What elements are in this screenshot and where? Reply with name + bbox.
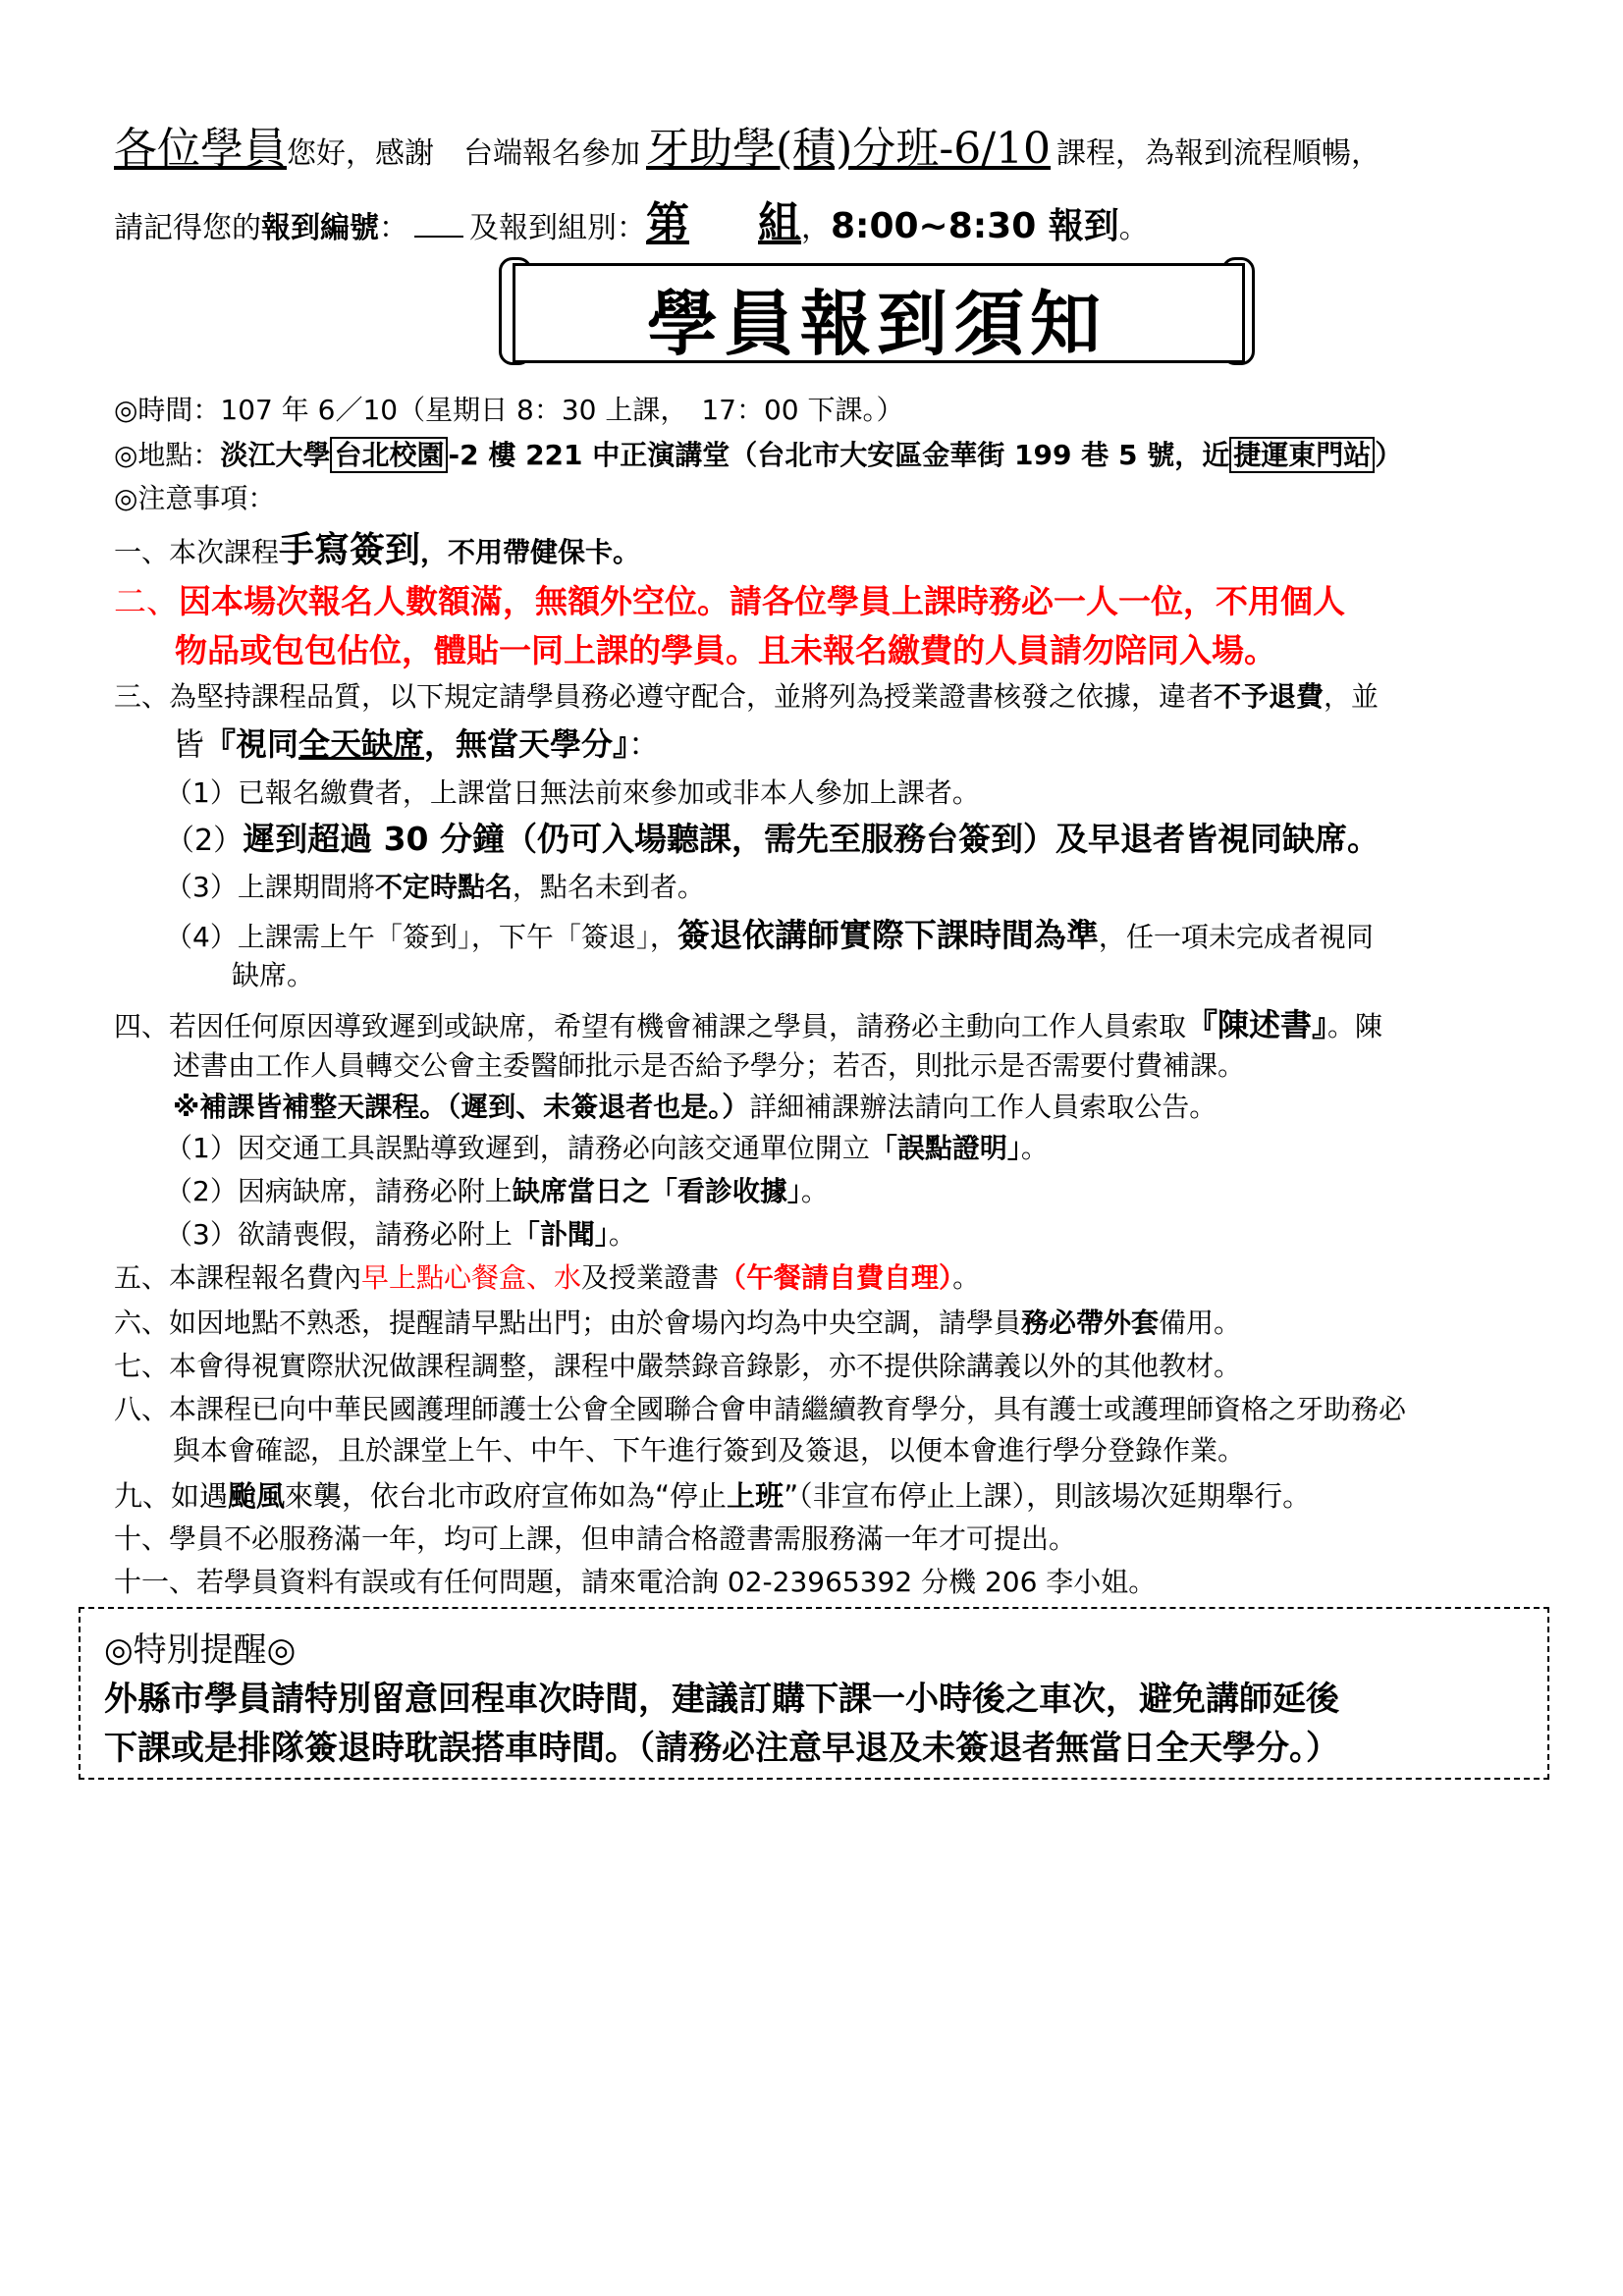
- item-3-absent-open: 『視同: [204, 725, 299, 763]
- course-name: 牙助學(積)分班-6/10: [646, 124, 1052, 174]
- item-9-end: ”（非宣布停止上課），則該場次延期舉行。: [784, 1479, 1312, 1513]
- reg-colon: ：: [379, 211, 408, 245]
- loc-label: ◎地點：: [114, 439, 221, 471]
- item-4-makeup-detail: 詳細補課辦法請向工作人員索取公告。: [749, 1091, 1217, 1123]
- item-4-sub-1-proof: 「誤點證明」: [869, 1132, 1021, 1164]
- item-11: 十一、若學員資料有誤或有任何問題，請來電洽詢 02-23965392 分機 206 李小姐。: [114, 1566, 1157, 1598]
- item-4-line-2: 述書由工作人員轉交公會主委醫師批示是否給予學分；若否，則批示是否需要付費補課。: [173, 1049, 1246, 1082]
- item-4-end: 。陳: [1327, 1010, 1383, 1042]
- item-8-line-1: 八、本課程已向中華民國護理師護士公會全國聯合會申請繼續教育學分，具有護士或護理師資格之牙助務必: [114, 1393, 1407, 1425]
- item-3-comma: ，並: [1324, 680, 1380, 713]
- item-6-end: 備用。: [1159, 1307, 1242, 1339]
- item-1-handwrite: 手寫簽到: [279, 530, 421, 570]
- item-5-snack: 早上點心餐盒、水: [361, 1261, 582, 1294]
- banner-title: 學員報到須知: [646, 282, 1107, 365]
- item-4-sub-2: [165, 1174, 829, 1208]
- item-1-end: ，不用帶健保卡。: [420, 536, 641, 568]
- item-4-sub-1-end: 。: [1020, 1132, 1049, 1164]
- item-3-sub-4-text: （4）上課需上午「簽到」，下午「簽退」，: [165, 921, 677, 953]
- info-notes: ◎注意事項：: [114, 482, 276, 514]
- item-4-sub-2-receipt: 缺席當日之「看診收據」: [512, 1175, 801, 1207]
- item-4-sub-3-obituary: 「訃聞」: [512, 1218, 609, 1251]
- item-1: [114, 528, 640, 572]
- item-3-full-day: 全天缺席: [298, 725, 425, 763]
- item-4-line-1: [114, 1005, 1382, 1044]
- item-4-sub-1-text: （1）因交通工具誤點導致遲到，請務必向該交通單位開立: [165, 1132, 870, 1164]
- item-6-text: 六、如因地點不熟悉，提醒請早點出門；由於會場內均為中央空調，請學員: [114, 1307, 1022, 1339]
- info-location: [114, 438, 1402, 472]
- item-3-sub-3-text: （3）上課期間將: [165, 871, 375, 903]
- special-reminder-box: [79, 1607, 1549, 1780]
- item-4-line-3: [173, 1090, 1217, 1124]
- item-5: [114, 1260, 980, 1295]
- item-4-sub-3-end: 。: [608, 1218, 636, 1251]
- item-3-sub-4-rule: 簽退依講師實際下課時間為準: [676, 916, 1099, 954]
- group-ordinal: 第: [646, 198, 689, 248]
- group-value: [646, 198, 801, 248]
- reminder-line-2: 下課或是排隊簽退時耽誤搭車時間。（請務必注意早退及未簽退者無當日全天學分。）: [104, 1729, 1339, 1768]
- item-2-text-1: 因本場次報名人數額滿，無額外空位。請各位學員上課時務必一人一位，不用個人: [179, 582, 1345, 620]
- reminder-line-1: 外縣市學員請特別留意回程車次時間，建議訂購下課一小時後之車次，避免講師延後: [104, 1680, 1339, 1719]
- item-5-text: 五、本課程報名費內: [114, 1261, 362, 1294]
- group-label: 及報到組別：: [469, 211, 646, 245]
- reg-number-label: 報到編號: [261, 211, 379, 245]
- item-3-line-1: [114, 679, 1379, 714]
- checkin-time: 8:00~8:30 報到: [831, 206, 1119, 246]
- item-3-sub-3-rollcall: 不定時點名: [374, 871, 513, 903]
- period: 。: [1118, 211, 1149, 245]
- item-3-sub-2-num: （2）: [165, 824, 243, 858]
- item-3-sub-4-line-2: 缺席。: [232, 959, 315, 991]
- item-3-sub-2: [165, 819, 1380, 860]
- item-3-no-refund: 不予退費: [1214, 680, 1325, 713]
- item-6: [114, 1306, 1241, 1340]
- item-3-sub-2-text: 遲到超過 30 分鐘（仍可入場聽課，需先至服務台簽到）及早退者皆視同缺席。: [243, 820, 1380, 858]
- item-2-line-1: [114, 581, 1345, 621]
- greeting-students: 各位學員: [114, 124, 287, 174]
- item-9-text: 九、如遇: [114, 1479, 229, 1513]
- item-9: [114, 1478, 1311, 1514]
- item-5-cert: 及授業證書: [581, 1261, 720, 1294]
- item-2-prefix: 二、: [114, 582, 179, 620]
- loc-university: 淡江大學: [220, 439, 331, 471]
- item-4-sub-3: [165, 1217, 636, 1252]
- item-3-all: 皆: [173, 725, 205, 763]
- loc-campus: 台北校園: [330, 437, 448, 473]
- item-10: 十、學員不必服務滿一年，均可上課，但申請合格證書需服務滿一年才可提出。: [114, 1522, 1077, 1555]
- item-4-sub-2-end: 。: [800, 1175, 829, 1207]
- loc-close: ）: [1375, 439, 1403, 471]
- item-3-sub-3: [165, 870, 705, 904]
- item-1-text: 一、本次課程: [114, 536, 280, 568]
- info-time: ◎時間：107 年 6／10（星期日 8：30 上課， 17：00 下課。）: [114, 394, 904, 426]
- item-9-rule: 來襲，依台北市政府宣佈如為“停止: [285, 1479, 728, 1513]
- title-banner: [499, 257, 1255, 365]
- item-7: 七、本會得視實際狀況做課程調整，課程中嚴禁錄音錄影，亦不提供除講義以外的其他教材。: [114, 1350, 1242, 1382]
- item-4-sub-2-text: （2）因病缺席，請務必附上: [165, 1175, 513, 1207]
- group-word: 組: [758, 198, 801, 248]
- loc-mrt: 捷運東門站: [1229, 437, 1375, 473]
- item-5-lunch: （午餐請自費自理）: [719, 1261, 953, 1294]
- item-8-line-2: 與本會確認，且於課堂上午、中午、下午進行簽到及簽退，以便本會進行學分登錄作業。: [173, 1434, 1246, 1467]
- greeting-text: 您好，感謝 台端報名參加: [287, 136, 640, 171]
- item-9-work: 上班: [727, 1479, 784, 1513]
- item-3-sub-1: （1）已報名繳費者，上課當日無法前來參加或非本人參加上課者。: [165, 776, 980, 809]
- group-comma: ，: [801, 211, 831, 245]
- item-4-statement: 『陳述書』: [1186, 1006, 1328, 1043]
- item-4-sub-3-text: （3）欲請喪假，請務必附上: [165, 1218, 513, 1251]
- reg-remember: 請記得您的: [114, 211, 261, 245]
- item-3-line-2: [173, 724, 660, 764]
- header-line-2: [114, 196, 1149, 250]
- reg-number-blank: [414, 210, 463, 238]
- item-3-sub-3-end: ，點名未到者。: [512, 871, 705, 903]
- reminder-title: ◎特別提醒◎: [104, 1630, 297, 1670]
- item-3-no-credit: ，無當天學分』: [424, 725, 629, 763]
- header-line-1: [114, 122, 1380, 176]
- item-4-sub-1: [165, 1131, 1049, 1165]
- item-4-makeup-note: ※補課皆補整天課程。（遲到、未簽退者也是。）: [173, 1091, 750, 1123]
- item-9-typhoon: 颱風: [228, 1479, 286, 1513]
- item-2-line-2: 物品或包包佔位，體貼一同上課的學員。且未報名繳費的人員請勿陪同入場。: [175, 631, 1276, 669]
- item-3-text: 三、為堅持課程品質，以下規定請學員務必遵守配合，並將列為授業證書核發之依據，違者: [114, 680, 1215, 713]
- item-6-jacket: 務必帶外套: [1021, 1307, 1160, 1339]
- item-3-sub-4: [165, 915, 1374, 955]
- item-3-sub-4-end: ，任一項未完成者視同: [1098, 921, 1374, 953]
- item-5-end: 。: [952, 1261, 981, 1294]
- greeting-end: 課程，為報到流程順暢，: [1056, 136, 1381, 171]
- loc-address: -2 樓 221 中正演講堂（台北市大安區金華街 199 巷 5 號，近: [448, 439, 1230, 471]
- item-3-colon: ：: [628, 725, 661, 763]
- item-4-text: 四、若因任何原因導致遲到或缺席，希望有機會補課之學員，請務必主動向工作人員索取: [114, 1010, 1187, 1042]
